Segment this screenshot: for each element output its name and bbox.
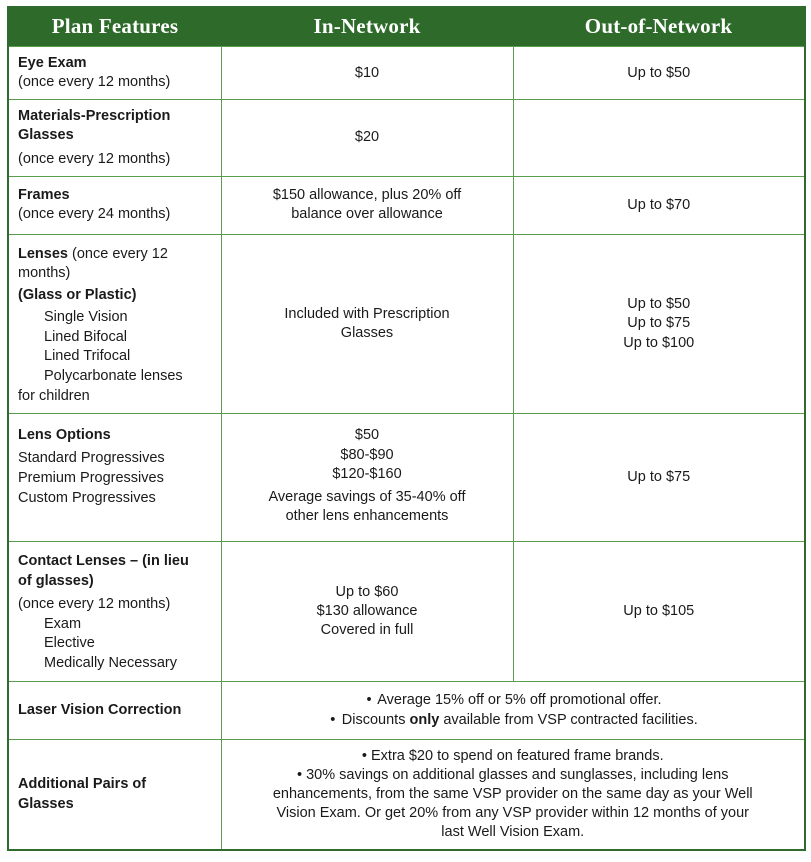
merged-line: enhancements, from the same VSP provider on the same day as your Well — [272, 785, 753, 802]
feature-note: (once every 12 months) — [18, 74, 171, 91]
feature-title: Lenses — [18, 245, 68, 262]
in-network-line: other lens enhancements — [285, 507, 449, 524]
merged-line: Vision Exam. Or get 20% from any VSP provider within 12 months of your — [276, 805, 750, 822]
feature-list-item-continuation: for children — [18, 387, 90, 404]
row-out-of-network-lenses — [513, 234, 805, 414]
row-out-of-network-lens-options: Up to $75 — [513, 414, 805, 542]
row-feature-frames — [8, 176, 221, 234]
row-in-network-contact-lenses — [221, 542, 513, 681]
feature-title-second-line: Glasses — [18, 795, 74, 812]
row-out-of-network-materials — [513, 100, 805, 176]
row-feature-laser-vision-correction — [8, 681, 221, 739]
in-network-line: $150 allowance, plus 20% off — [272, 187, 462, 203]
feature-note: (once every 12 months) — [18, 595, 171, 612]
feature-list-item: Lined Bifocal — [44, 328, 128, 345]
feature-note: (once every 12 months) — [18, 150, 171, 167]
bullet-item — [231, 710, 796, 731]
merged-line: • 30% savings on additional glasses and sunglasses, including lens — [297, 766, 729, 783]
feature-list-item: Premium Progressives — [18, 469, 164, 486]
row-in-network-frames — [221, 176, 513, 234]
table-row — [8, 542, 805, 681]
table-row — [8, 100, 805, 176]
row-out-of-network-contact-lenses: Up to $105 — [513, 542, 805, 681]
bullet-dot: • — [330, 712, 336, 729]
table-row — [8, 234, 805, 414]
row-out-of-network-eye-exam: Up to $50 — [513, 47, 805, 100]
feature-title: Materials-Prescription — [18, 108, 171, 125]
table-body — [8, 47, 805, 851]
feature-title: Lens Options — [18, 427, 111, 444]
merged-line: last Well Vision Exam. — [441, 824, 585, 841]
feature-title-second-line: of glasses) — [18, 573, 94, 590]
in-network-line: $80-$90 — [340, 446, 394, 463]
feature-title: Contact Lenses – (in lieu — [18, 553, 189, 570]
feature-list-item: Single Vision — [44, 308, 128, 325]
feature-title: Frames — [18, 187, 70, 203]
table-row — [8, 739, 805, 850]
merged-line: • Extra $20 to spend on featured frame brands. — [361, 747, 664, 764]
bullet-text-pre: Discounts — [341, 712, 410, 729]
table-header — [8, 7, 805, 47]
in-network-line: Glasses — [340, 325, 394, 341]
row-merged-additional-pairs — [221, 739, 805, 850]
feature-title: Additional Pairs of — [18, 776, 147, 793]
bullet-dot: • — [366, 691, 372, 708]
in-network-line: $130 allowance — [316, 602, 418, 619]
in-network-line: Included with Prescription — [284, 305, 450, 322]
table-row — [8, 176, 805, 234]
row-merged-laser-vision-correction — [221, 681, 805, 739]
in-network-line: $50 — [354, 427, 380, 444]
row-feature-lenses — [8, 234, 221, 414]
column-header-out-of-network: Out-of-Network — [513, 7, 805, 47]
bullet-list — [231, 690, 796, 731]
table-row — [8, 414, 805, 542]
table-header-row — [8, 7, 805, 47]
row-feature-eye-exam — [8, 47, 221, 100]
benefits-table — [7, 6, 806, 851]
bullet-item — [231, 690, 796, 711]
column-header-in-network: In-Network — [221, 7, 513, 47]
in-network-line: balance over allowance — [291, 206, 443, 223]
feature-list-item: Custom Progressives — [18, 489, 156, 506]
feature-title: Laser Vision Correction — [18, 701, 182, 718]
feature-list-item: Lined Trifocal — [44, 348, 131, 365]
feature-list-item: Polycarbonate lenses — [44, 367, 183, 384]
feature-title-note-cont: months) — [18, 265, 71, 282]
feature-subtitle: (Glass or Plastic) — [18, 287, 137, 304]
row-feature-lens-options — [8, 414, 221, 542]
table-row — [8, 47, 805, 100]
feature-note: (once every 24 months) — [18, 206, 171, 223]
row-feature-materials-prescription-glasses — [8, 100, 221, 176]
feature-title-note: (once every 12 — [67, 245, 168, 262]
in-network-line: Average savings of 35-40% off — [268, 488, 466, 505]
row-out-of-network-frames: Up to $70 — [513, 176, 805, 234]
row-in-network-lenses — [221, 234, 513, 414]
column-header-plan-features: Plan Features — [8, 7, 221, 47]
bullet-text: Average 15% off or 5% off promotional offer. — [377, 691, 662, 708]
in-network-line: $120-$160 — [332, 465, 402, 482]
feature-list-item: Elective — [44, 635, 95, 652]
out-of-network-line: Up to $75 — [627, 315, 691, 332]
row-feature-contact-lenses — [8, 542, 221, 681]
out-of-network-line: Up to $50 — [627, 296, 691, 313]
in-network-line: Up to $60 — [335, 583, 399, 600]
row-in-network-materials: $20 — [221, 100, 513, 176]
feature-title: Eye Exam — [18, 55, 87, 71]
bullet-text-emphasis: only — [409, 712, 440, 729]
table-row — [8, 681, 805, 739]
in-network-line: Covered in full — [320, 622, 414, 639]
bullet-text-post: available from VSP contracted facilities. — [439, 712, 698, 729]
row-in-network-eye-exam: $10 — [221, 47, 513, 100]
feature-list-item: Medically Necessary — [44, 654, 177, 671]
feature-list-item: Exam — [44, 615, 82, 632]
feature-title-second-line: Glasses — [18, 127, 74, 144]
feature-list-item: Standard Progressives — [18, 450, 165, 467]
row-feature-additional-pairs — [8, 739, 221, 850]
out-of-network-line: Up to $100 — [623, 334, 695, 351]
row-in-network-lens-options — [221, 414, 513, 542]
